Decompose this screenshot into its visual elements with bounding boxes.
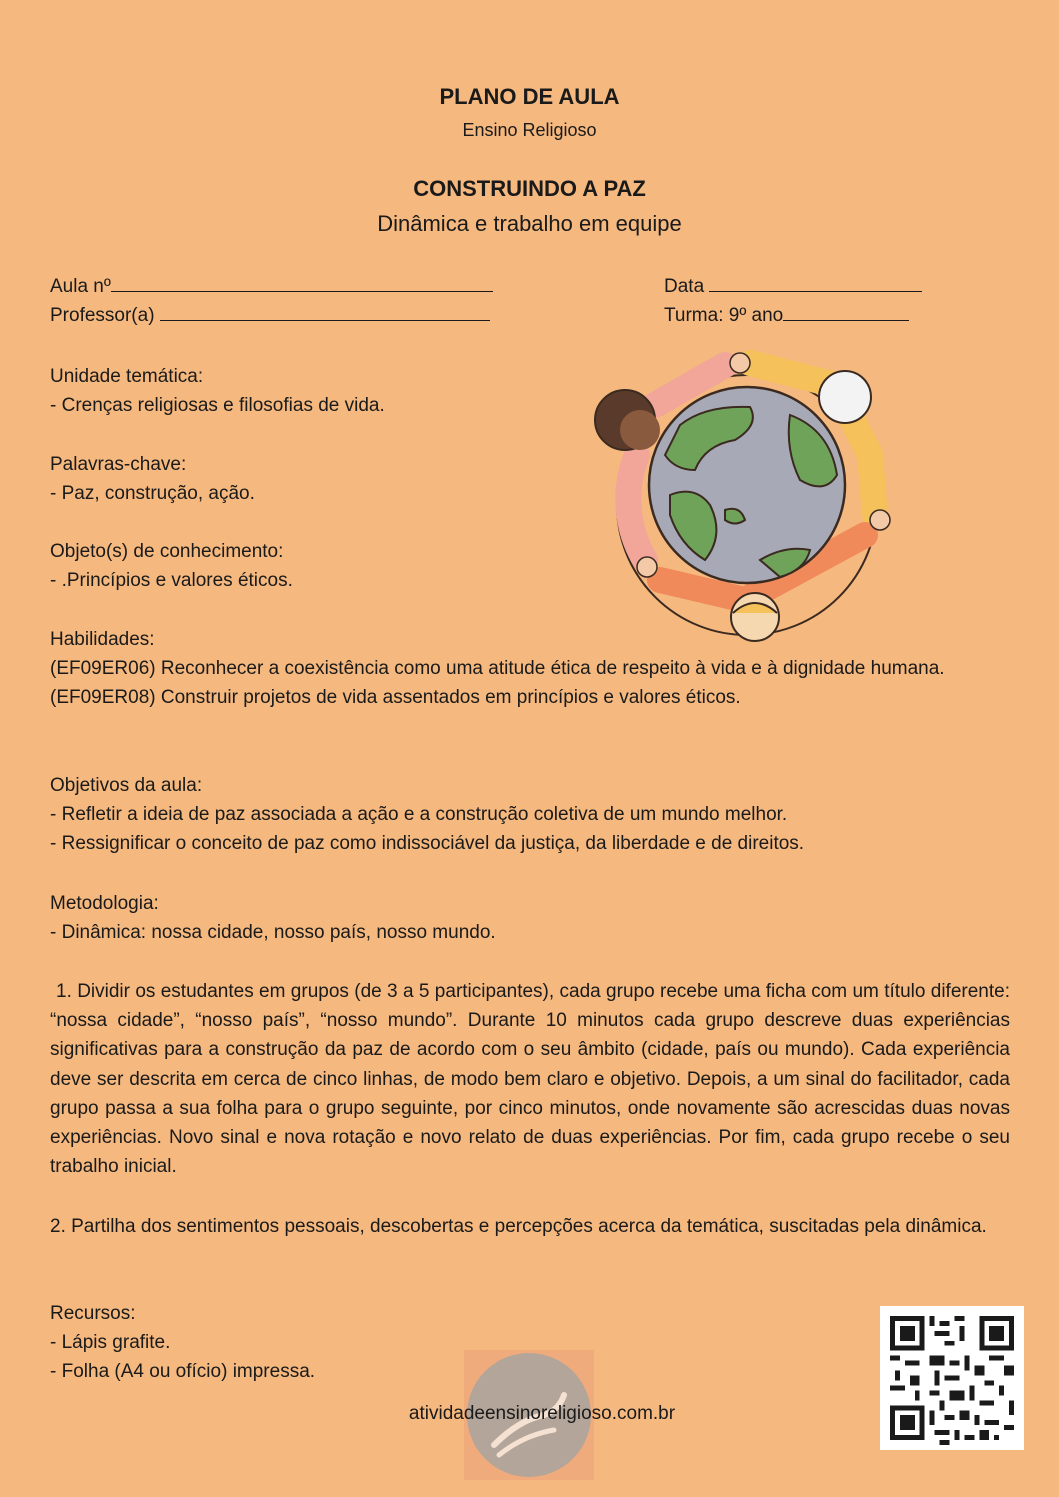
unidade-item: - Crenças religiosas e filosofias de vida. — [50, 395, 385, 417]
objetivo-2: - Ressignificar o conceito de paz como indissociável da justiça, da liberdade e de direitos. — [50, 833, 805, 855]
document-title: PLANO DE AULA — [439, 84, 620, 109]
palavras-item: - Paz, construção, ação. — [50, 483, 255, 505]
habilidades-heading: Habilidades: — [50, 629, 155, 650]
turma-blank — [783, 319, 909, 321]
objetivo-1: - Refletir a ideia de paz associada a ação e a construção coletiva de um mundo melhor. — [50, 804, 788, 826]
metodologia-section — [50, 889, 1010, 947]
objetos-section — [50, 537, 1010, 595]
data-blank — [709, 290, 922, 292]
document-subject: Ensino Religioso — [462, 120, 597, 140]
palavras-heading: Palavras-chave: — [50, 454, 187, 475]
metodologia-step-1: 1. Dividir os estudantes em grupos (de 3 a 5 participantes), cada grupo recebe uma ficha com um título diferente: “nossa cidade”, “nosso país”, “nosso mundo”. Durante 10 minutos cada grupo descreve duas experiências significativas para a construção da paz de acordo com o seu âmbito (cidade, país ou mundo). Cada experiência deve ser descrita em cerca de cinco linhas, de modo bem claro e objetivo. Depois, a um sinal do facilitador, cada grupo passa a sua folha para o grupo seguinte, por cinco minutos, onde novamente são acrescidas duas novas experiências. Novo sinal e nova rotação e novo relato de duas experiências. Por fim, cada grupo recebe o seu trabalho inicial. — [50, 981, 1010, 1178]
metodologia-heading: Metodologia: — [50, 893, 159, 914]
data-field — [664, 276, 922, 298]
metodologia-item: - Dinâmica: nossa cidade, nosso país, nosso mundo. — [50, 922, 496, 944]
objetos-item: - .Princípios e valores éticos. — [50, 570, 293, 592]
professor-blank — [160, 319, 490, 321]
recurso-2: - Folha (A4 ou ofício) impressa. — [50, 1361, 316, 1383]
habilidade-1: (EF09ER06) Reconhecer a coexistência como uma atitude ética de respeito à vida e à dignidade humana. — [50, 658, 945, 680]
turma-label: Turma: 9º ano — [664, 305, 784, 326]
objetivos-section — [50, 771, 1010, 859]
professor-label: Professor(a) — [50, 305, 155, 326]
topic-subtitle: Dinâmica e trabalho em equipe — [377, 211, 682, 236]
qr-code — [880, 1306, 1024, 1450]
habilidade-2: (EF09ER08) Construir projetos de vida assentados em princípios e valores éticos. — [50, 687, 741, 709]
objetos-heading: Objeto(s) de conhecimento: — [50, 541, 284, 562]
topic-title: CONSTRUINDO A PAZ — [413, 176, 646, 201]
habilidades-section — [50, 625, 1010, 713]
aula-label: Aula nº — [50, 276, 111, 297]
recurso-1: - Lápis grafite. — [50, 1332, 171, 1354]
metodologia-step-2: 2. Partilha dos sentimentos pessoais, descobertas e percepções acerca da temática, suscitadas pela dinâmica. — [50, 1216, 987, 1237]
unidade-section — [50, 362, 1010, 420]
turma-field — [664, 305, 909, 327]
aula-blank — [111, 290, 493, 292]
data-label: Data — [664, 276, 705, 297]
footer-url[interactable]: atividadeensinoreligioso.com.br — [408, 1403, 676, 1424]
objetivos-heading: Objetivos da aula: — [50, 775, 203, 796]
professor-field — [50, 305, 490, 327]
unidade-heading: Unidade temática: — [50, 366, 204, 387]
recursos-heading: Recursos: — [50, 1303, 136, 1324]
palavras-section — [50, 450, 1010, 508]
aula-field — [50, 276, 493, 298]
